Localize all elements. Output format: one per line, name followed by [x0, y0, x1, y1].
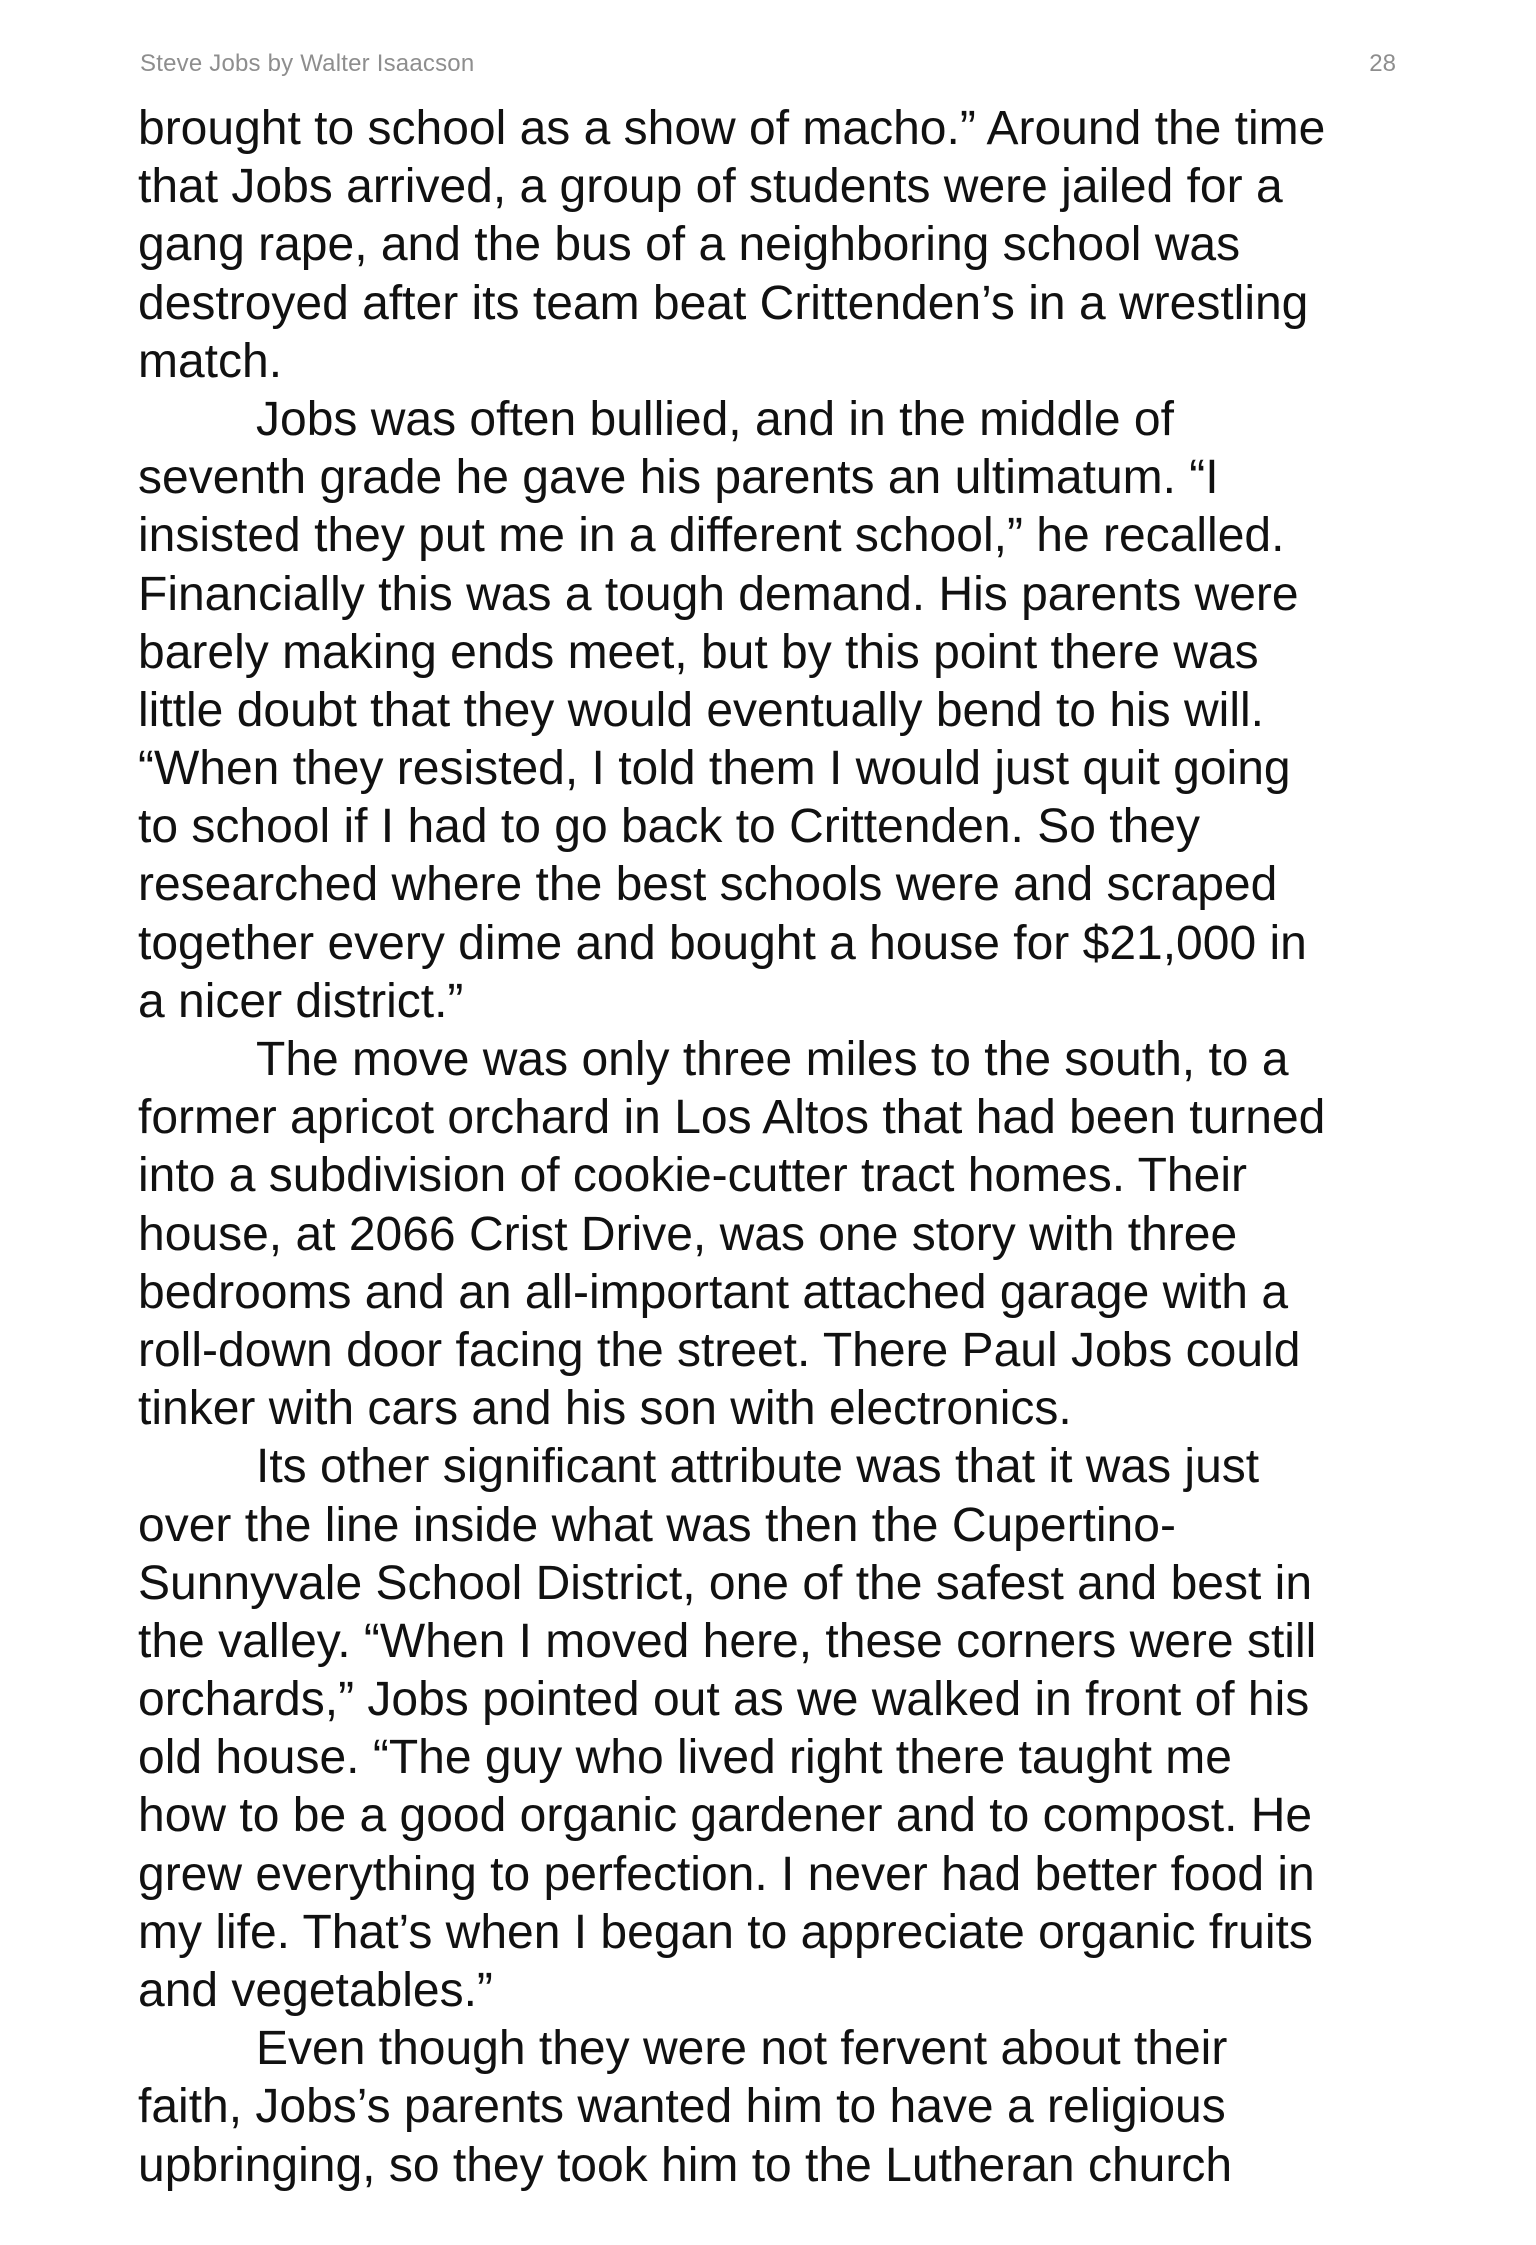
paragraph-first-line: Jobs was often bullied, and in the middle of [256, 392, 1174, 446]
text-line: bedrooms and an all-important attached garage with a [138, 1265, 1289, 1319]
text-line: together every dime and bought a house for $21,000 in [138, 916, 1307, 970]
text-line: gang rape, and the bus of a neighboring school was [138, 218, 1241, 272]
text-line: little doubt that they would eventually bend to his will. [138, 683, 1265, 737]
page-number: 28 [1369, 50, 1396, 77]
text-line: former apricot orchard in Los Altos that had been turned [138, 1091, 1326, 1145]
text-line: “When they resisted, I told them I would just quit going [138, 742, 1291, 796]
text-line: over the line inside what was then the Cupertino- [138, 1498, 1176, 1552]
text-line: barely making ends meet, but by this point there was [138, 625, 1259, 679]
running-title: Steve Jobs by Walter Isaacson [140, 50, 475, 77]
text-line: upbringing, so they took him to the Lutheran church [138, 2138, 1233, 2192]
text-line: match. [138, 334, 283, 388]
text-line: my life. That’s when I began to appreciate organic fruits [138, 1905, 1313, 1959]
text-line: orchards,” Jobs pointed out as we walked in front of his [138, 1673, 1310, 1727]
text-line: seventh grade he gave his parents an ultimatum. “I [138, 451, 1219, 505]
text-line: how to be a good organic gardener and to compost. He [138, 1789, 1313, 1843]
text-line: researched where the best schools were and scraped [138, 858, 1278, 912]
text-line: insisted they put me in a different school,” he recalled. [138, 509, 1285, 563]
text-line: a nicer district.” [138, 974, 464, 1028]
text-line: Financially this was a tough demand. His parents were [138, 567, 1299, 621]
text-line: into a subdivision of cookie-cutter tract homes. Their [138, 1149, 1247, 1203]
text-line: brought to school as a show of macho.” Around the time [138, 102, 1326, 155]
text-line: to school if I had to go back to Crittenden. So they [138, 800, 1200, 854]
text-line: house, at 2066 Crist Drive, was one story with three [138, 1207, 1238, 1261]
text-line: grew everything to perfection. I never had better food in [138, 1847, 1315, 1901]
text-line: that Jobs arrived, a group of students were jailed for a [138, 160, 1283, 214]
text-line: Sunnyvale School District, one of the safest and best in [138, 1556, 1313, 1610]
text-line: old house. “The guy who lived right there taught me [138, 1731, 1232, 1785]
paragraph-first-line: The move was only three miles to the south, to a [256, 1033, 1289, 1086]
body-text [138, 100, 1408, 2195]
paragraph-first-line: Even though they were not fervent about their [256, 2022, 1228, 2076]
text-line: destroyed after its team beat Crittenden’s in a wrestling [138, 276, 1309, 330]
text-line: roll-down door facing the street. There Paul Jobs could [138, 1323, 1301, 1377]
paragraph-first-line: Its other significant attribute was that it was just [256, 1440, 1260, 1494]
text-line: tinker with cars and his son with electronics. [138, 1382, 1072, 1436]
text-line: the valley. “When I moved here, these corners were still [138, 1614, 1317, 1668]
text-line: faith, Jobs’s parents wanted him to have a religious [138, 2080, 1226, 2134]
text-line: and vegetables.” [138, 1964, 493, 2017]
